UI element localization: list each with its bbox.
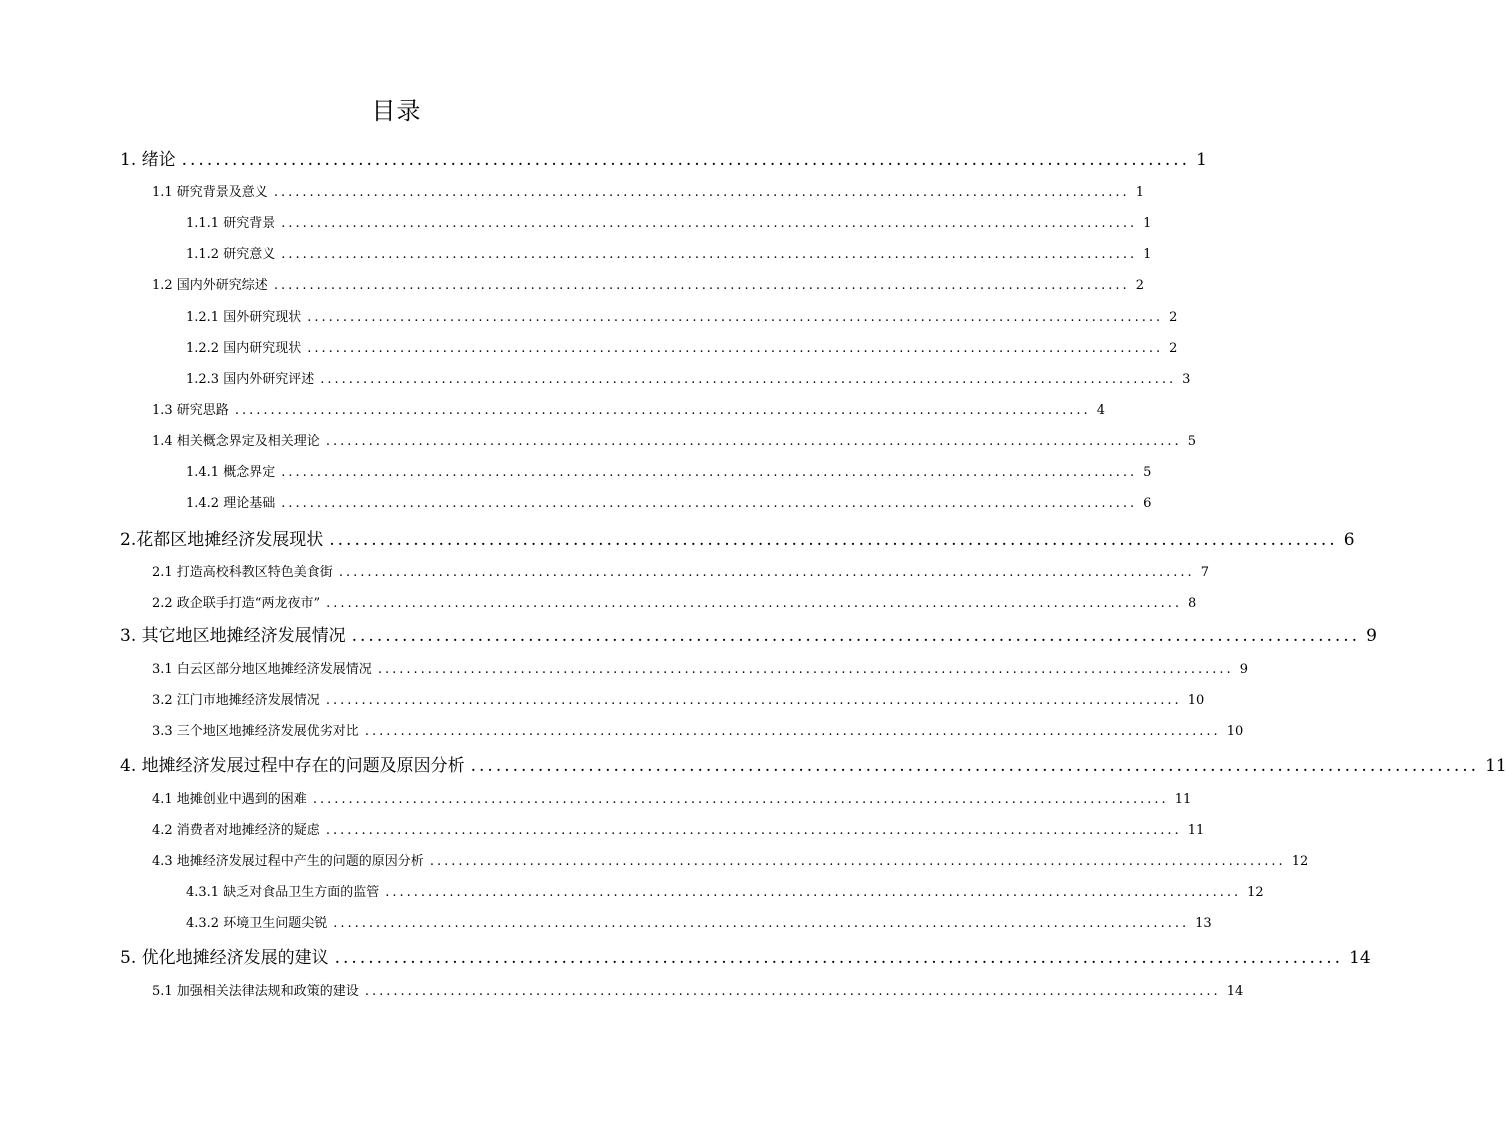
toc-entry[interactable]	[186, 243, 1152, 262]
toc-entry[interactable]	[152, 850, 1309, 869]
toc-entry-label: 5.1 加强相关法律法规和政策的建设	[152, 984, 359, 999]
toc-entry-label: 3.1 白云区部分地区地摊经济发展情况	[152, 662, 372, 677]
toc-entry[interactable]	[120, 145, 1207, 170]
toc-entry-label: 1.2.3 国内外研究评述	[186, 372, 315, 387]
toc-entry[interactable]	[152, 658, 1248, 677]
toc-entry-label: 5. 优化地摊经济发展的建议	[120, 948, 329, 968]
dot-leader: ........................................................................................................................	[338, 565, 1195, 580]
toc-entry[interactable]	[152, 399, 1105, 418]
toc-entry-label: 1.4 相关概念界定及相关理论	[152, 434, 320, 449]
toc-entry-page-number: 11	[1187, 823, 1205, 838]
toc-entry-page-number: 5	[1187, 434, 1196, 449]
dot-leader: ........................................................................................................................	[429, 854, 1286, 869]
toc-entry[interactable]	[186, 881, 1264, 900]
toc-entry-label: 4.2 消费者对地摊经济的疑虑	[152, 823, 320, 838]
dot-leader: ........................................................................................................................	[281, 465, 1138, 480]
dot-leader: ........................................................................................................................	[326, 596, 1182, 611]
toc-entry-label: 1.1.2 研究意义	[186, 247, 276, 262]
dot-leader: ........................................................................................................................	[312, 792, 1169, 807]
dot-leader: ........................................................................................................................	[325, 823, 1182, 838]
dot-leader: ........................................................................................................................	[364, 724, 1221, 739]
toc-entry-page-number: 13	[1195, 916, 1212, 931]
toc-entry[interactable]	[186, 368, 1191, 387]
toc-entry-page-number: 2	[1169, 341, 1178, 356]
toc-entry[interactable]	[120, 621, 1377, 646]
toc-entry[interactable]	[186, 337, 1178, 356]
toc-entry-page-number: 14	[1226, 984, 1244, 999]
toc-entry[interactable]	[120, 525, 1355, 550]
toc-entry-page-number: 2	[1135, 278, 1144, 293]
toc-entry-label: 1.4.1 概念界定	[186, 465, 276, 480]
toc-entry-label: 1.1 研究背景及意义	[152, 185, 268, 200]
dot-leader: ........................................................................................................................	[364, 984, 1221, 999]
page-title: 目录	[371, 97, 422, 125]
toc-entry[interactable]	[186, 492, 1152, 511]
dot-leader: ........................................................................................................................	[334, 948, 1344, 968]
toc-entry-label: 3.3 三个地区地摊经济发展优劣对比	[152, 724, 359, 739]
toc-entry[interactable]	[186, 306, 1178, 325]
toc-entry-label: 4.3.1 缺乏对食品卫生方面的监管	[186, 885, 380, 900]
toc-entry-page-number: 9	[1239, 662, 1248, 677]
toc-entry-page-number: 14	[1349, 948, 1371, 968]
toc-entry-label: 1. 绪论	[120, 150, 176, 170]
dot-leader: ........................................................................................................................	[377, 662, 1234, 677]
toc-entry-page-number: 5	[1143, 465, 1152, 480]
toc-entry-label: 3. 其它地区地摊经济发展情况	[120, 626, 346, 646]
toc-entry-page-number: 4	[1096, 403, 1105, 418]
toc-entry-label: 4.3.2 环境卫生问题尖锐	[186, 916, 328, 931]
toc-entry-page-number: 1	[1196, 150, 1207, 170]
dot-leader: ........................................................................................................................	[333, 916, 1190, 931]
toc-entry[interactable]	[152, 819, 1205, 838]
dot-leader: ........................................................................................................................	[351, 626, 1361, 646]
toc-entry-page-number: 1	[1135, 185, 1144, 200]
toc-entry-page-number: 12	[1247, 885, 1264, 900]
toc-entry-page-number: 11	[1485, 756, 1507, 776]
toc-entry-page-number: 7	[1200, 565, 1209, 580]
toc-entry-page-number: 1	[1143, 247, 1152, 262]
dot-leader: ........................................................................................................................	[281, 216, 1138, 231]
toc-entry-page-number: 10	[1187, 693, 1205, 708]
toc-entry-label: 1.4.2 理论基础	[186, 496, 276, 511]
toc-entry-label: 4.3 地摊经济发展过程中产生的问题的原因分析	[152, 854, 424, 869]
dot-leader: ........................................................................................................................	[234, 403, 1091, 418]
toc-entry-label: 1.3 研究思路	[152, 403, 229, 418]
toc-entry[interactable]	[152, 788, 1192, 807]
dot-leader: ........................................................................................................................	[281, 496, 1138, 511]
toc-entry-label: 2.花都区地摊经济发展现状	[120, 530, 324, 550]
toc-entry-label: 4.1 地摊创业中遇到的困难	[152, 792, 307, 807]
toc-entry-page-number: 10	[1226, 724, 1244, 739]
toc-entry-page-number: 12	[1291, 854, 1309, 869]
dot-leader: ........................................................................................................................	[325, 434, 1182, 449]
dot-leader: ........................................................................................................................	[273, 185, 1130, 200]
toc-entry-page-number: 11	[1174, 792, 1192, 807]
dot-leader: ........................................................................................................................	[307, 341, 1164, 356]
toc-entry-label: 1.1.1 研究背景	[186, 216, 276, 231]
toc-entry[interactable]	[186, 212, 1152, 231]
toc-entry-page-number: 3	[1182, 372, 1191, 387]
toc-entry[interactable]	[120, 943, 1371, 968]
dot-leader: ........................................................................................................................	[307, 310, 1164, 325]
dot-leader: ........................................................................................................................	[385, 885, 1242, 900]
dot-leader: ........................................................................................................................	[470, 756, 1480, 776]
toc-entry-page-number: 6	[1343, 530, 1355, 550]
toc-entry-page-number: 9	[1366, 626, 1377, 646]
toc-entry[interactable]	[186, 461, 1152, 480]
toc-entry-label: 1.2.1 国外研究现状	[186, 310, 302, 325]
toc-entry[interactable]	[152, 430, 1196, 449]
toc-entry[interactable]	[152, 980, 1244, 999]
dot-leader: ........................................................................................................................	[329, 530, 1338, 550]
dot-leader: ........................................................................................................................	[320, 372, 1177, 387]
toc-entry-label: 1.2 国内外研究综述	[152, 278, 268, 293]
dot-leader: ........................................................................................................................	[181, 150, 1191, 170]
toc-entry-label: 2.1 打造高校科教区特色美食街	[152, 565, 333, 580]
toc-entry-page-number: 8	[1188, 596, 1197, 611]
toc-entry-label: 3.2 江门市地摊经济发展情况	[152, 693, 320, 708]
dot-leader: ........................................................................................................................	[325, 693, 1182, 708]
toc-entry[interactable]	[152, 181, 1144, 200]
toc-entry[interactable]	[152, 592, 1197, 611]
toc-entry[interactable]	[186, 912, 1212, 931]
dot-leader: ........................................................................................................................	[273, 278, 1130, 293]
toc-entry[interactable]	[152, 689, 1205, 708]
toc-entry-page-number: 1	[1143, 216, 1152, 231]
toc-entry[interactable]	[152, 274, 1144, 293]
toc-entry-label: 4. 地摊经济发展过程中存在的问题及原因分析	[120, 756, 465, 776]
toc-entry-label: 2.2 政企联手打造“两龙夜市”	[152, 596, 321, 611]
toc-entry-label: 1.2.2 国内研究现状	[186, 341, 302, 356]
toc-entry[interactable]	[152, 720, 1244, 739]
dot-leader: ........................................................................................................................	[281, 247, 1138, 262]
toc-entry[interactable]	[120, 751, 1507, 776]
toc-entry-page-number: 6	[1143, 496, 1152, 511]
toc-entry[interactable]	[152, 561, 1209, 580]
toc-entry-page-number: 2	[1169, 310, 1178, 325]
